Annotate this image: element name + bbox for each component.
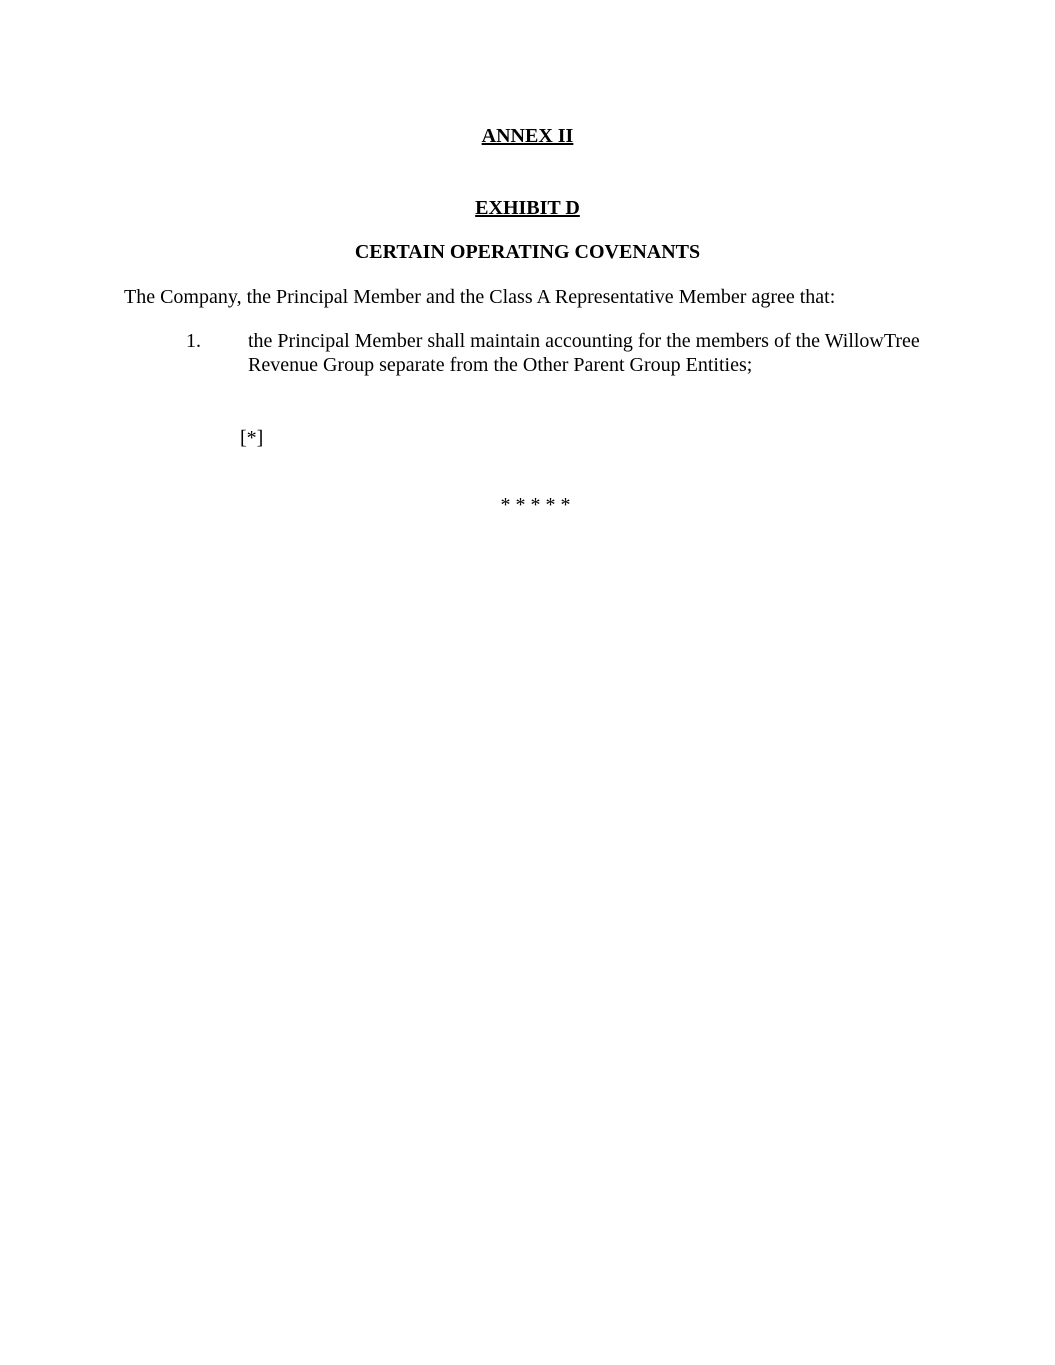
intro-paragraph: The Company, the Principal Member and the Class A Representative Member agree that:: [124, 286, 836, 308]
annex-title: ANNEX II: [481, 125, 574, 147]
list-item-text: the Principal Member shall maintain accounting for the members of the WillowTree Revenue Group separate from the Other Parent Group Entities;: [248, 330, 920, 376]
exhibit-title: EXHIBIT D: [475, 197, 580, 219]
list-item-number: 1.: [186, 330, 201, 352]
redaction-placeholder: [*]: [240, 427, 264, 449]
end-marker: * * * * *: [500, 494, 571, 516]
section-title: CERTAIN OPERATING COVENANTS: [354, 241, 701, 263]
